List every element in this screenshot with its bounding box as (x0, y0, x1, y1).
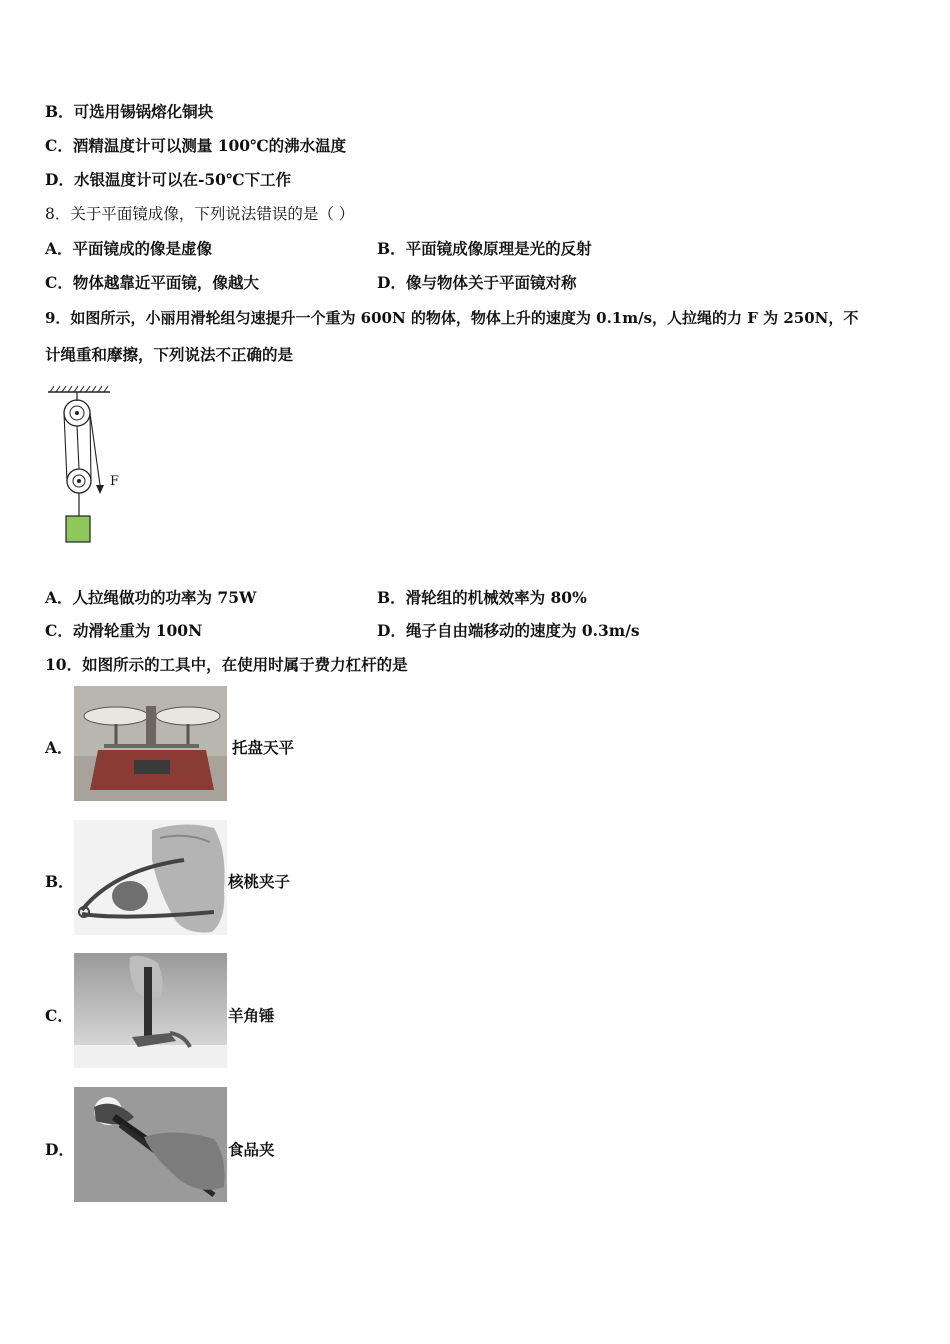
q9-option-d: D．绳子自由端移动的速度为 0.3m/s (377, 621, 640, 640)
pulley-system-figure (44, 383, 134, 548)
q10-option-b-letter: B． (45, 872, 74, 891)
q8-option-b: B．平面镜成像原理是光的反射 (377, 239, 592, 258)
food-tongs-icon (74, 1087, 227, 1202)
q7-option-b: B．可选用锡锅熔化铜块 (45, 102, 214, 121)
q10-option-a-letter: A． (45, 738, 73, 757)
q10-option-b-label: 核桃夹子 (228, 872, 291, 891)
force-label-f: F (110, 474, 120, 489)
q10-stem: 10．如图所示的工具中，在使用时属于费力杠杆的是 (45, 655, 408, 674)
nutcracker-photo (74, 820, 227, 935)
q7-option-d: D．水银温度计可以在-50℃下工作 (45, 170, 292, 189)
q9-stem-line2: 计绳重和摩擦，下列说法不正确的是 (45, 345, 294, 364)
balance-scale-photo (74, 686, 227, 801)
q8-option-a: A．平面镜成的像是虚像 (45, 239, 213, 258)
q8-stem: 8．关于平面镜成像，下列说法错误的是（ ） (45, 205, 355, 223)
q10-option-d-letter: D． (45, 1140, 74, 1159)
q8-option-c: C．物体越靠近平面镜，像越大 (45, 273, 259, 292)
food-tongs-photo (74, 1087, 227, 1202)
q9-option-c: C．动滑轮重为 100N (45, 621, 203, 640)
pulley-diagram-icon (44, 383, 134, 548)
balance-scale-icon (74, 686, 227, 801)
q7-option-c: C．酒精温度计可以测量 100℃的沸水温度 (45, 136, 347, 155)
q10-option-c-label: 羊角锤 (228, 1006, 275, 1025)
q9-option-b: B．滑轮组的机械效率为 80% (377, 588, 587, 607)
q10-option-a-label: 托盘天平 (232, 738, 295, 757)
nutcracker-icon (74, 820, 227, 935)
q9-option-a: A．人拉绳做功的功率为 75W (45, 588, 257, 607)
q10-option-c-letter: C． (45, 1006, 73, 1025)
q10-option-d-label: 食品夹 (228, 1140, 275, 1159)
q9-stem-line1: 9．如图所示，小丽用滑轮组匀速提升一个重为 600N 的物体，物体上升的速度为 0.1m/s，人拉绳的力 F 为 250N，不 (45, 309, 859, 327)
claw-hammer-icon (74, 953, 227, 1068)
q8-option-d: D．像与物体关于平面镜对称 (377, 273, 577, 292)
claw-hammer-photo (74, 953, 227, 1068)
